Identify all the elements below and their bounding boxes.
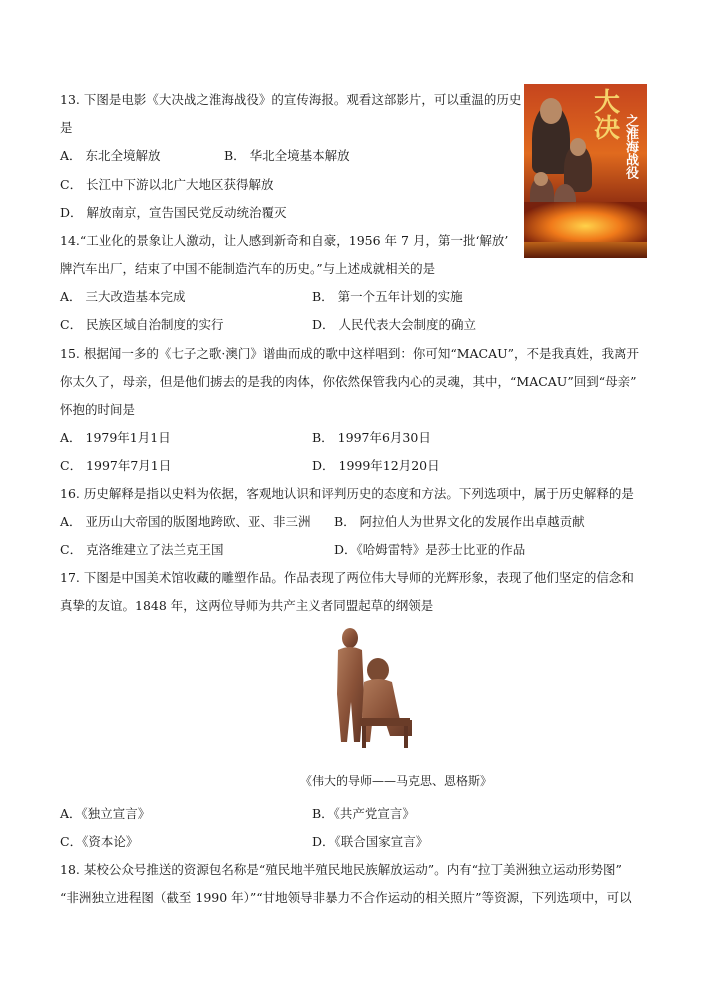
q14-stem-line1: 14.“工业化的景象让人激动，让人感到新奇和自豪，1956 年 7 月，第一批‘解放’	[60, 233, 509, 248]
q17-stem-line2: 真挚的友谊。1848 年，这两位导师为共产主义者同盟起草的纲领是	[60, 598, 434, 613]
q15-option-d[interactable]: D． 1999年12月20日	[312, 458, 440, 473]
q17-option-a[interactable]: A．《独立宣言》	[60, 806, 151, 821]
poster-title-big: 大决	[594, 88, 621, 144]
poster-subtitle: 之淮海战役	[623, 114, 638, 179]
q17-option-c[interactable]: C．《资本论》	[60, 834, 139, 849]
q13-option-b[interactable]: B． 华北全境基本解放	[224, 148, 350, 163]
q18-stem-line1: 18. 某校公众号推送的资源包名称是“殖民地半殖民地民族解放运动”。内有“拉丁美洲独立运动形势图”	[60, 862, 622, 877]
statue-caption: 《伟大的导师——马克思、恩格斯》	[300, 774, 493, 788]
q14-option-d[interactable]: D． 人民代表大会制度的确立	[312, 317, 476, 332]
q16-stem-line1: 16. 历史解释是指以史料为依据，客观地认识和评判历史的态度和方法。下列选项中，属于历史解释的是	[60, 486, 634, 501]
q15-option-a[interactable]: A． 1979年1月1日	[60, 430, 171, 445]
q13-option-c[interactable]: C． 长江中下游以北广大地区获得解放	[60, 177, 274, 192]
q15-option-c[interactable]: C． 1997年7月1日	[60, 458, 172, 473]
q17-stem-line1: 17. 下图是中国美术馆收藏的雕塑作品。作品表现了两位伟大导师的光辉形象，表现了他们坚定的信念和	[60, 570, 634, 585]
q17-option-d[interactable]: D．《联合国家宣言》	[312, 834, 429, 849]
q13-stem-line2: 是	[60, 120, 73, 135]
q14-option-a[interactable]: A． 三大改造基本完成	[60, 289, 186, 304]
marx-engels-statue-image	[320, 624, 416, 750]
q16-option-a[interactable]: A． 亚历山大帝国的版图地跨欧、亚、非三洲	[60, 514, 311, 529]
q14-option-c[interactable]: C． 民族区域自治制度的实行	[60, 317, 224, 332]
q18-stem-line2: “非洲独立进程图（截至 1990 年）”“甘地领导非暴力不合作运动的相关照片”等资源，下列选项中，可以	[60, 890, 632, 905]
q13-option-d[interactable]: D． 解放南京，宣告国民党反动统治覆灭	[60, 205, 287, 220]
movie-poster-image	[524, 84, 647, 258]
q15-option-b[interactable]: B． 1997年6月30日	[312, 430, 431, 445]
q14-option-b[interactable]: B． 第一个五年计划的实施	[312, 289, 463, 304]
poster-fire-graphic	[524, 202, 647, 242]
q16-option-b[interactable]: B． 阿拉伯人为世界文化的发展作出卓越贡献	[334, 514, 585, 529]
q17-option-b[interactable]: B．《共产党宣言》	[312, 806, 415, 821]
q13-option-a[interactable]: A． 东北全境解放	[60, 148, 161, 163]
q16-option-c[interactable]: C． 克洛维建立了法兰克王国	[60, 542, 224, 557]
q16-option-d[interactable]: D．《哈姆雷特》是莎士比亚的作品	[334, 542, 526, 557]
q14-stem-line2: 牌汽车出厂，结束了中国不能制造汽车的历史。”与上述成就相关的是	[60, 261, 436, 276]
q15-stem-line1: 15. 根据闻一多的《七子之歌·澳门》谱曲而成的歌中这样唱到：你可知“MACAU”，不是我真姓，我离开	[60, 346, 640, 361]
q13-stem-line1: 13. 下图是电影《大决战之淮海战役》的宣传海报。观看这部影片，可以重温的历史	[60, 92, 522, 107]
q15-stem-line3: 怀抱的时间是	[60, 402, 136, 417]
q15-stem-line2: 你太久了，母亲，但是他们掳去的是我的肉体，你依然保管我内心的灵魂，其中，“MACAU”回到“母亲”	[60, 374, 637, 389]
